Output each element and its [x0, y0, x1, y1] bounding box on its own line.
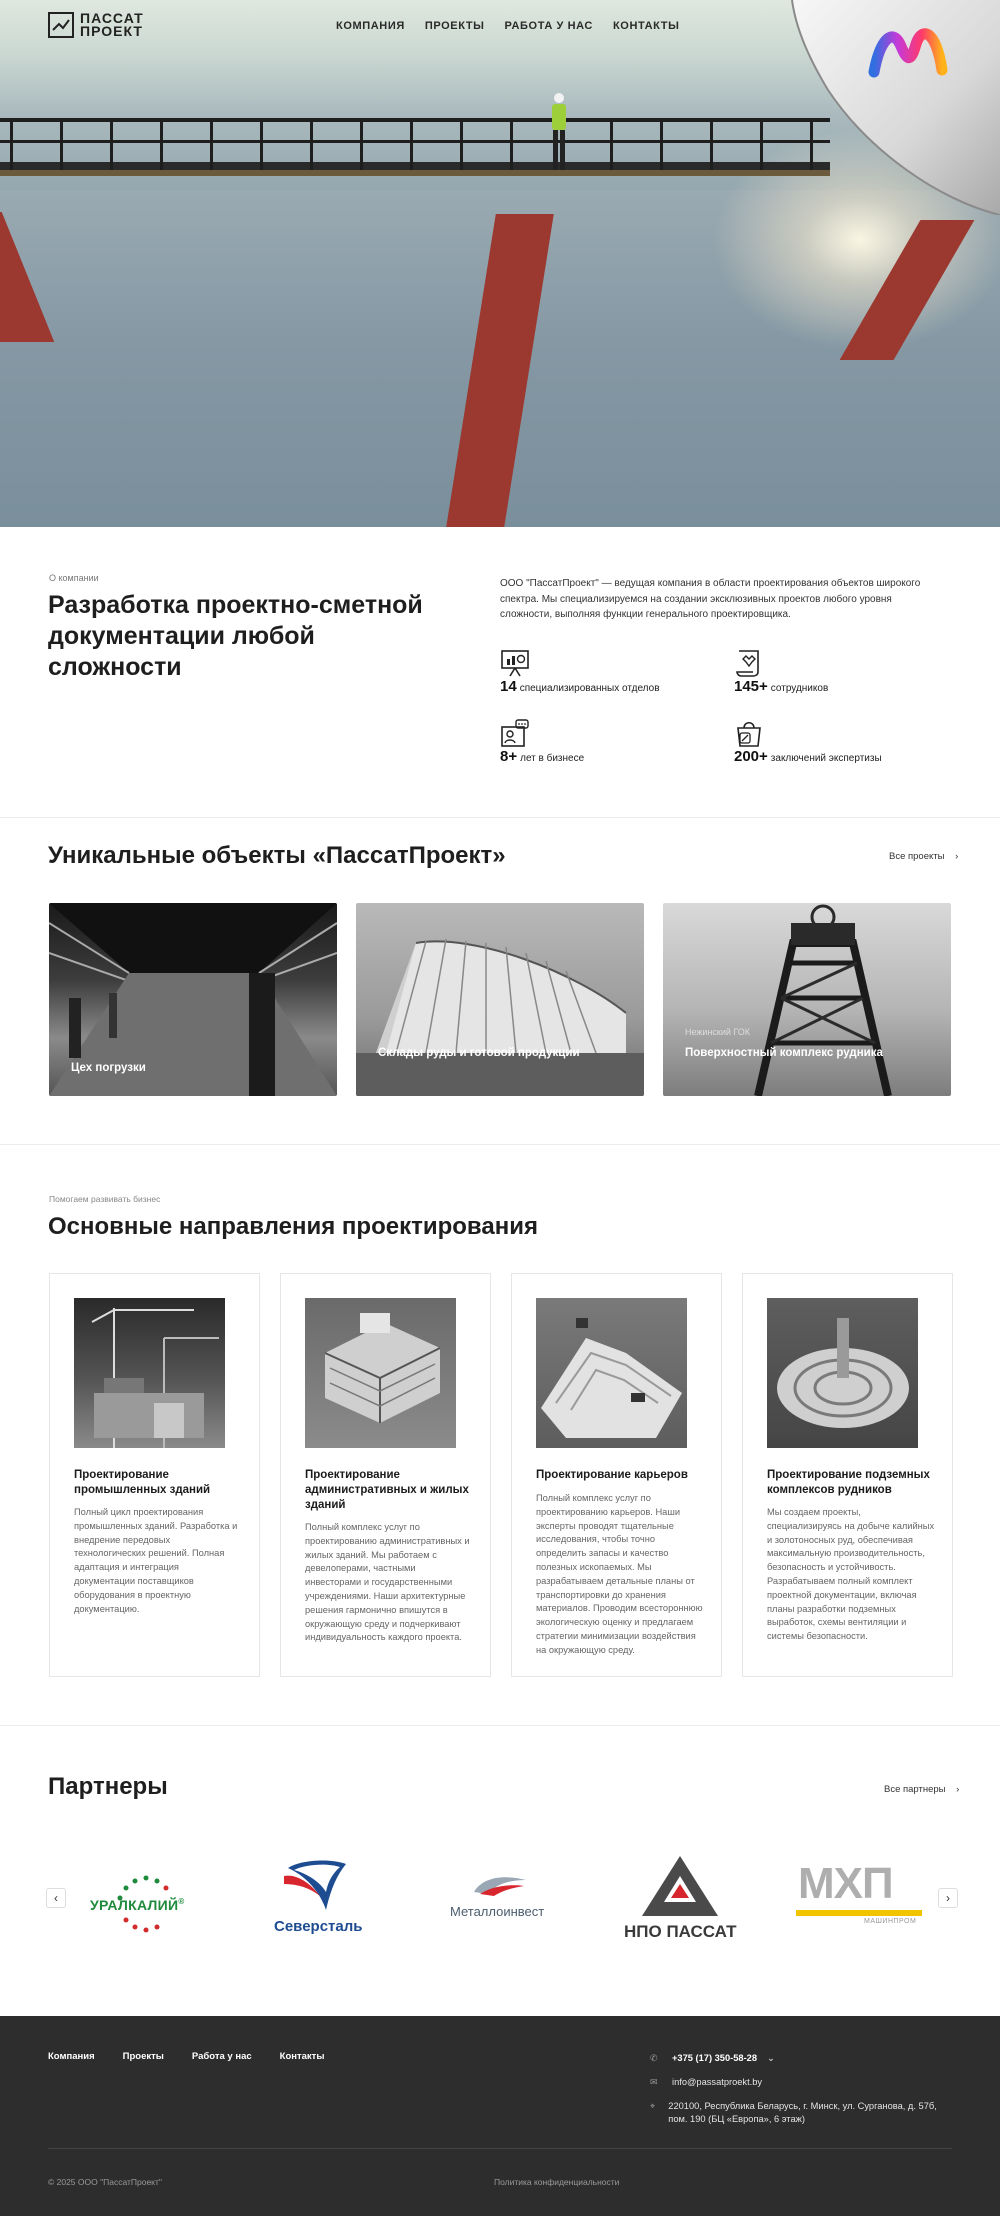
certificate-scroll-icon: [734, 648, 764, 678]
about-kicker: О компании: [49, 573, 99, 583]
direction-card[interactable]: [280, 1273, 491, 1677]
npo-passat-triangle-icon: [640, 1854, 720, 1918]
nav-item-company[interactable]: КОМПАНИЯ: [336, 20, 405, 32]
project-caption: Склады руды и готовой продукции: [378, 1047, 580, 1059]
footer-link-projects[interactable]: Проекты: [122, 2051, 164, 2062]
stat-number: 8+: [500, 748, 518, 765]
footer-phone-number: +375 (17) 350-58-28: [672, 2053, 758, 2063]
footer-phone[interactable]: [650, 2052, 775, 2065]
chevron-left-icon: ‹: [54, 1891, 58, 1905]
quarry-illustration: [536, 1298, 687, 1448]
projects-title: Уникальные объекты «ПассатПроект»: [48, 842, 506, 869]
hero-banner: [0, 0, 1000, 527]
phone-icon: ✆: [650, 2053, 658, 2063]
project-card[interactable]: [356, 903, 644, 1096]
direction-text: Мы создаем проекты, специализируясь на добыче калийных и золотоносных руд, обеспечивая максимальную производительность, безопасность и устойчивость. Разрабатываем полный комплект проектной документации, включая планы разработки подземных выработок, схемы вентиляции и системы безопасности.: [767, 1507, 935, 1642]
footer-link-careers[interactable]: Работа у нас: [191, 2051, 252, 2062]
logo-mark-icon: [48, 12, 74, 38]
page-peel-corner[interactable]: [788, 0, 1000, 215]
directions-title: Основные направления проектирования: [48, 1213, 538, 1240]
uralkali-trademark: ®: [178, 1897, 185, 1906]
partner-logo-uralkali[interactable]: [90, 1850, 200, 1946]
stat-expertise: [734, 718, 882, 765]
direction-card[interactable]: [511, 1273, 722, 1677]
carousel-prev-button[interactable]: [46, 1888, 66, 1908]
section-divider: [0, 1725, 1000, 1726]
stat-label: специализированных отделов: [519, 683, 660, 694]
direction-text: Полный комплекс услуг по проектированию административных и жилых зданий. Мы работаем с девелоперами, частными инвесторами и государственными учреждениями. Наши архитектурные решения гармонично впишутся в окружающую среду и подчеркивают индивидуальность каждого проекта.: [305, 1522, 470, 1643]
carousel-next-button[interactable]: [938, 1888, 958, 1908]
office-building-illustration: [305, 1298, 456, 1448]
mhp-wordmark: МХП: [798, 1859, 893, 1908]
mhp-yellow-bar: [796, 1910, 922, 1916]
chevron-right-icon: ›: [955, 851, 959, 862]
chevron-right-icon: ›: [956, 1784, 960, 1795]
project-card[interactable]: [663, 903, 951, 1096]
project-card[interactable]: [49, 903, 337, 1096]
metalloinvest-wordmark: Металлоинвест: [450, 1904, 545, 1919]
employee-card-icon: [500, 718, 530, 748]
project-kicker: Нежинский ГОК: [685, 1027, 751, 1037]
direction-card[interactable]: [49, 1273, 260, 1677]
mhp-subtitle: МАШИНПРОМ: [864, 1918, 917, 1925]
site-logo[interactable]: [48, 12, 144, 38]
nav-item-careers[interactable]: РАБОТА У НАС: [504, 20, 593, 32]
direction-card[interactable]: [742, 1273, 953, 1677]
partner-logo-mhp[interactable]: [796, 1850, 928, 1946]
all-projects-link[interactable]: [889, 851, 958, 862]
partner-logo-metalloinvest[interactable]: [448, 1850, 558, 1946]
direction-title: Проектирование административных и жилых зданий: [305, 1469, 469, 1511]
stat-label: сотрудников: [770, 683, 829, 694]
about-title: Разработка проектно-сметной документации любой сложности: [48, 591, 423, 681]
all-partners-link[interactable]: [884, 1784, 959, 1795]
stat-number: 14: [500, 678, 517, 695]
privacy-policy-link[interactable]: Политика конфиденциальности: [494, 2177, 620, 2187]
walkway-railing: [0, 118, 830, 182]
tower-crane-illustration: [74, 1298, 225, 1448]
direction-image: [536, 1298, 687, 1448]
footer-address-text: 220100, Республика Беларусь, г. Минск, ул. Сурганова, д. 57б, пом. 190 (БЦ «Европа», 6 этаж): [668, 2101, 937, 2124]
direction-text: Полный комплекс услуг по проектированию карьеров. Наши эксперты проводят тщательные исследования, чтобы точно определить запасы и качество полезных ископаемых. Мы разрабатываем детальные планы от транспортировки до хранения материалов. Проводим всестороннюю экологическую оценку и предлагаем стратегии минимизации воздействия на окружающую среду.: [536, 1493, 703, 1655]
direction-image: [767, 1298, 918, 1448]
stat-employees: [734, 648, 828, 695]
uralkali-part2: КАЛИЙ: [128, 1897, 179, 1913]
section-divider: [0, 817, 1000, 818]
uralkali-part1: УРАЛ: [90, 1897, 129, 1913]
chevron-down-icon: ⌄: [767, 2053, 775, 2063]
chevron-right-icon: ›: [946, 1891, 950, 1905]
presentation-board-icon: [500, 648, 530, 678]
uralkali-wordmark: [90, 1897, 185, 1913]
direction-title: Проектирование карьеров: [536, 1469, 688, 1481]
footer-link-company[interactable]: Компания: [48, 2051, 95, 2062]
shopping-bag-percent-icon: [734, 718, 764, 748]
all-projects-label: Все проекты: [889, 851, 945, 862]
project-caption: Цех погрузки: [71, 1062, 146, 1074]
direction-title: Проектирование подземных комплексов рудников: [767, 1469, 930, 1496]
direction-text: Полный цикл проектирования промышленных зданий. Разработка и внедрение передовых технологических решений. Полная адаптация и интеграция документации поставщиков оборудования в проектную документацию.: [74, 1507, 238, 1614]
partner-logo-severstal[interactable]: [270, 1850, 366, 1946]
project-image: [356, 903, 644, 1096]
direction-image: [74, 1298, 225, 1448]
footer-email-address: info@passatproekt.by: [672, 2077, 763, 2087]
logo-line-2: ПРОЕКТ: [80, 23, 143, 39]
npo-passat-wordmark: НПО ПАССАТ: [624, 1922, 737, 1941]
nav-item-projects[interactable]: ПРОЕКТЫ: [424, 20, 485, 32]
project-caption: Поверхностный комплекс рудника: [685, 1047, 883, 1059]
worker-figure: [548, 92, 570, 174]
stat-number: 200+: [734, 748, 768, 765]
severstal-wordmark: Северсталь: [274, 1918, 363, 1935]
footer-email[interactable]: [650, 2076, 762, 2089]
stat-number: 145+: [734, 678, 768, 695]
direction-image: [305, 1298, 456, 1448]
about-description: ООО "ПассатПроект" — ведущая компания в области проектирования объектов широкого спектра. Мы специализируемся на создании эксклюзивных проектов любого уровня сложности, выполняя функции генерального проектировщика.: [500, 578, 921, 620]
nav-item-contacts[interactable]: КОНТАКТЫ: [612, 20, 680, 32]
partners-title: Партнеры: [48, 1773, 168, 1800]
main-nav: [336, 20, 679, 32]
metalloinvest-emblem-icon: [470, 1872, 530, 1898]
project-image: [663, 903, 951, 1096]
footer-link-contacts[interactable]: Контакты: [279, 2051, 325, 2062]
stat-departments: [500, 648, 660, 695]
severstal-emblem-icon: [280, 1858, 350, 1912]
directions-kicker: Помогаем развивать бизнес: [49, 1194, 161, 1204]
footer-address: [650, 2100, 950, 2126]
all-partners-label: Все партнеры: [884, 1784, 946, 1795]
stat-years: [500, 718, 584, 765]
location-pin-icon: ⌖: [650, 2101, 656, 2111]
section-divider: [0, 1144, 1000, 1145]
footer-copyright: © 2025 ООО "ПассатПроект": [48, 2177, 162, 2187]
stat-label: заключений экспертизы: [770, 753, 882, 764]
uralkali-lower-dots-icon: [90, 1916, 200, 1936]
partner-logo-npo-passat[interactable]: [620, 1850, 740, 1946]
logo-line-1: ПАССАТ: [80, 10, 144, 26]
site-footer: [0, 2016, 1000, 2216]
mail-icon: ✉: [650, 2077, 658, 2087]
footer-divider: [48, 2148, 952, 2149]
logo-wordmark: [80, 12, 144, 38]
direction-title: Проектирование промышленных зданий: [74, 1469, 211, 1496]
stat-label: лет в бизнесе: [520, 753, 585, 764]
mine-complex-illustration: [767, 1298, 918, 1448]
footer-nav: [48, 2051, 324, 2062]
